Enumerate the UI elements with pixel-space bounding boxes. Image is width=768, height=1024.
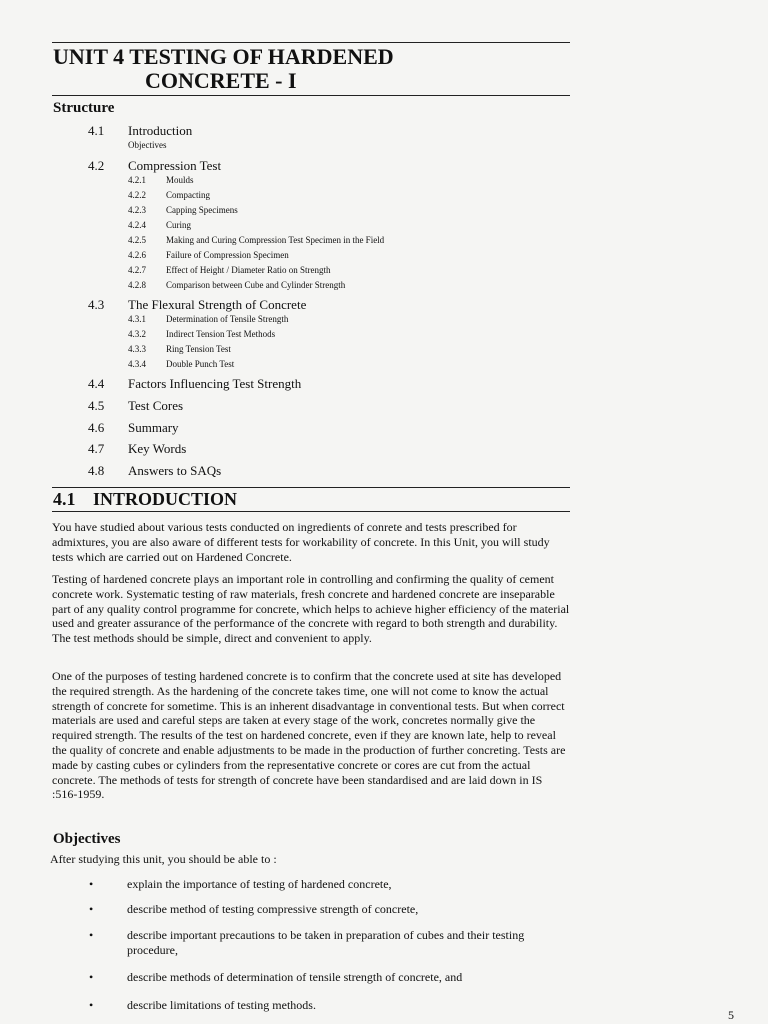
objective-item: describe method of testing compressive strength of concrete,: [127, 902, 419, 916]
toc-sub-num: 4.2.1: [128, 175, 146, 185]
toc-sub-num: 4.2.8: [128, 280, 146, 290]
toc-num-4-7: 4.7: [88, 441, 105, 456]
intro-paragraph: One of the purposes of testing hardened concrete is to confirm that the concrete used at site has developed the required strength. As the hardening of the concrete takes time, one will not come to know the actual strength of concrete for sometime. This is an inherent disadvantage in conventional tests. But when correct materials are used and careful steps are taken at every stage of the work, concretes normally give the required strength. The results of the test on hardened concrete, even if they are known late, help to reveal the quality of concrete and enable adjustments to be made in the production of further concreting. Tests are made by casting cubes or cylinders from the representative concrete or cores are cut from the actual concrete. The methods of tests for strength of concrete have been standardised and are laid down in IS :516-1959.: [52, 669, 566, 802]
toc-sub-double-punch: Double Punch Test: [166, 359, 235, 369]
toc-sub-num: 4.2.4: [128, 220, 146, 230]
toc-num-4-4: 4.4: [88, 376, 105, 391]
toc-sub-num: 4.2.2: [128, 190, 146, 200]
toc-sub-height-diameter: Effect of Height / Diameter Ratio on Strength: [166, 265, 331, 275]
toc-item-factors: Factors Influencing Test Strength: [128, 376, 302, 391]
toc-item-compression-test: Compression Test: [128, 158, 222, 173]
toc-num-4-5: 4.5: [88, 398, 105, 413]
toc-num-4-8: 4.8: [88, 463, 105, 478]
toc-sub-num: 4.3.3: [128, 344, 146, 354]
toc-sub-num: 4.2.7: [128, 265, 146, 275]
toc-item-key-words: Key Words: [128, 441, 187, 456]
bullet-icon: •: [89, 877, 94, 891]
toc-sub-indirect-tension: Indirect Tension Test Methods: [166, 329, 276, 339]
objectives-heading: Objectives: [53, 831, 121, 847]
toc-num-4-6: 4.6: [88, 420, 105, 435]
toc-sub-field-specimen: Making and Curing Compression Test Specimen in the Field: [166, 235, 385, 245]
toc-sub-num: 4.2.6: [128, 250, 146, 260]
section-top-rule: [52, 487, 570, 488]
bullet-icon: •: [89, 928, 94, 942]
objective-item: describe limitations of testing methods.: [127, 998, 316, 1012]
toc-num-4-3: 4.3: [88, 297, 105, 312]
bullet-icon: •: [89, 902, 94, 916]
toc-sub-moulds: Moulds: [166, 175, 194, 185]
toc-sub-num: 4.3.4: [128, 359, 146, 369]
structure-heading: Structure: [53, 100, 115, 116]
toc-num-4-2: 4.2: [88, 158, 105, 173]
section-number: 4.1: [53, 489, 76, 509]
unit-title-line-1: UNIT 4 TESTING OF HARDENED: [53, 44, 394, 69]
toc-sub-cube-cylinder: Comparison between Cube and Cylinder Strength: [166, 280, 346, 290]
objective-item: describe methods of determination of tensile strength of concrete, and: [127, 970, 463, 984]
intro-paragraph: Testing of hardened concrete plays an important role in controlling and confirming the quality of cement concrete work. Systematic testing of raw materials, fresh concrete and hardened concrete are inseparable part of any quality control programme for concrete, which helps to achieve higher efficiency of the material used and greater assurance of the performance of the concrete with regard to both strength and durability. The test methods should be simple, direct and convenient to apply.: [52, 572, 570, 646]
toc-num-4-1: 4.1: [88, 123, 105, 138]
section-title: INTRODUCTION: [93, 489, 238, 509]
toc-item-answers: Answers to SAQs: [128, 463, 222, 478]
toc-sub-tensile: Determination of Tensile Strength: [166, 314, 289, 324]
toc-sub-curing: Curing: [166, 220, 192, 230]
objectives-lead: After studying this unit, you should be able to :: [50, 852, 277, 866]
objective-item: describe important precautions to be taken in preparation of cubes and their testing procedure,: [127, 928, 525, 957]
toc-sub-num: 4.2.5: [128, 235, 146, 245]
intro-paragraph: You have studied about various tests conducted on ingredients of conrete and tests prescribed for admixtures, you are also aware of different tests for workability of concrete. In this Unit, you will study tests which are carried out on Hardened Concrete.: [52, 520, 550, 564]
page-number: 5: [728, 1008, 734, 1022]
toc-item-test-cores: Test Cores: [128, 398, 184, 413]
toc-sub-objectives: Objectives: [128, 140, 167, 150]
section-bottom-rule: [52, 511, 570, 512]
toc-item-flexural-strength: The Flexural Strength of Concrete: [128, 297, 307, 312]
toc-sub-capping: Capping Specimens: [166, 205, 238, 215]
toc-sub-num: 4.3.1: [128, 314, 146, 324]
toc-sub-num: 4.3.2: [128, 329, 146, 339]
toc-item-summary: Summary: [128, 420, 179, 435]
toc-sub-num: 4.2.3: [128, 205, 146, 215]
title-bottom-rule: [52, 95, 570, 96]
toc-sub-ring-tension: Ring Tension Test: [166, 344, 231, 354]
unit-title-line-2: CONCRETE - I: [145, 68, 297, 93]
toc-sub-failure: Failure of Compression Specimen: [166, 250, 289, 260]
title-top-rule: [52, 42, 570, 43]
bullet-icon: •: [89, 970, 94, 984]
toc-sub-compacting: Compacting: [166, 190, 210, 200]
bullet-icon: •: [89, 998, 94, 1012]
toc-item-introduction: Introduction: [128, 123, 193, 138]
objective-item: explain the importance of testing of hardened concrete,: [127, 877, 392, 891]
